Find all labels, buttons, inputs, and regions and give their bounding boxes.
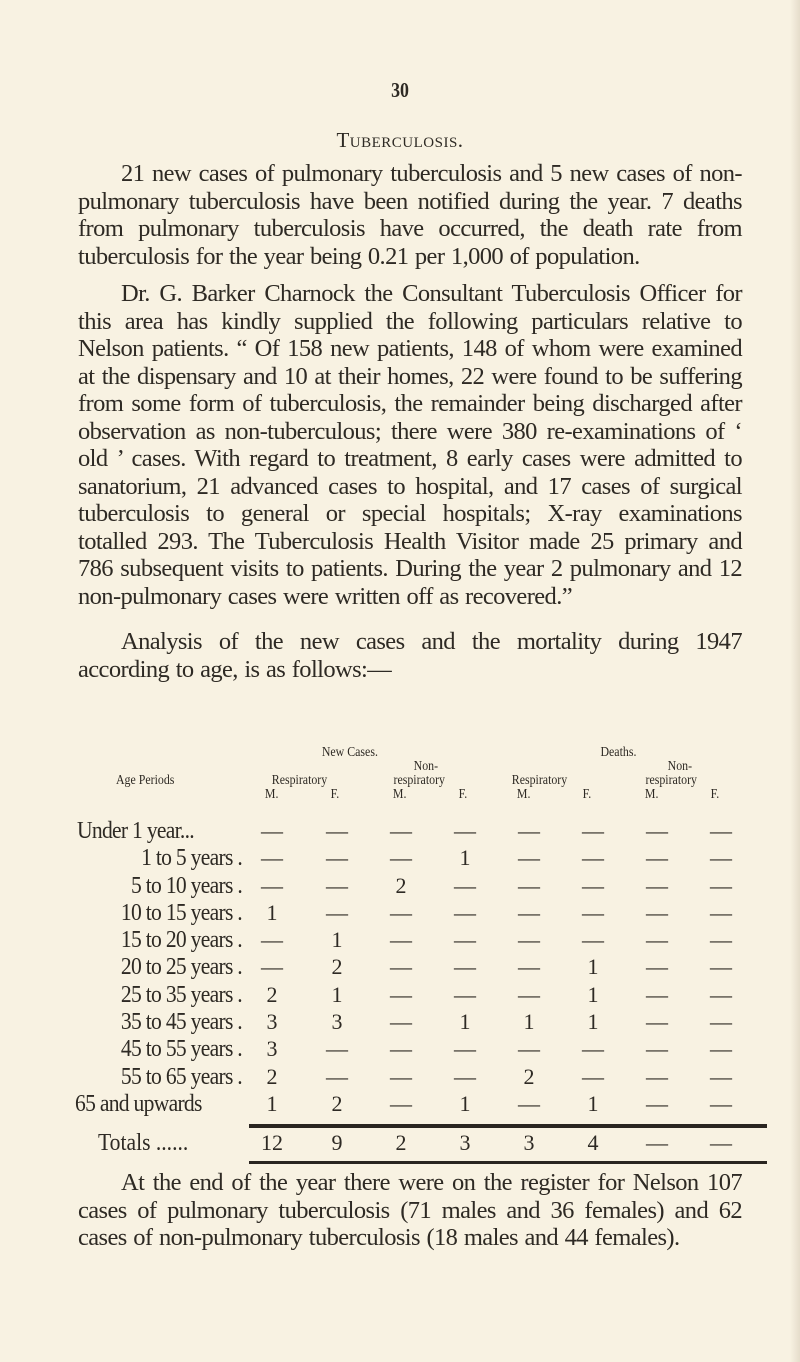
table-cell: — [390,818,412,843]
table-cell: 2 [266,981,278,1007]
total-cell: 2 [395,1130,407,1155]
table-cell: — [710,1009,732,1035]
header-sex: M. [516,786,531,801]
table-cell: — [710,954,732,980]
table-row [0,1064,800,1091]
table-cell: — [710,845,732,871]
table-cell: 1 [266,1090,278,1116]
table-cell: — [518,845,540,871]
table-cell: — [454,954,476,980]
table-cell: — [454,927,476,953]
table-cell: — [326,845,348,871]
table-cell: 2 [331,1090,343,1116]
table-cell: 3 [266,1009,278,1035]
table-cell: 3 [331,1009,343,1035]
header-death-respiratory: Respiratory [511,772,568,787]
table-cell: 2 [331,954,343,980]
header-new-nonresp-2: respiratory [393,772,445,787]
header-deaths: Deaths. [600,744,637,759]
header-new-nonresp-1: Non- [413,758,439,773]
table-cell: — [646,1009,668,1035]
paragraph-consultant-report [78,280,742,610]
table-cell: — [454,1063,476,1089]
header-age-periods: Age Periods [115,772,175,787]
table-cell: — [710,981,732,1007]
total-cell: 9 [331,1130,343,1155]
table-cell: 1 [331,927,343,953]
paragraph-text: Analysis of the new cases and the mortality during 1947 according to age, is as follows:— [78,628,742,683]
table-cell: — [390,845,412,871]
table-cell: 1 [587,981,599,1007]
age-period: 15 to 20 years . [120,927,242,954]
table-cell: — [646,981,668,1007]
table-row [0,845,800,872]
paragraph-text: 21 new cases of pulmonary tuberculosis and 5 new cases of non-pulmonary tuberculosis have been notified during the year. 7 deaths from pulmonary tuberculosis have occurred, the death rate from tuberculosis for the year being 0.21 per 1,000 of population. [78,160,742,270]
table-cell: 2 [395,872,407,898]
table-cell: — [390,954,412,980]
paragraph-text: At the end of the year there were on the register for Nelson 107 cases of pulmonary tuberculosis (71 males and 36 females) and 62 cases of non-pulmonary tuberculosis (18 males and 44 females). [78,1169,742,1251]
table-cell: — [646,1090,668,1116]
table-cell: — [710,1063,732,1089]
header-sex: M. [264,786,279,801]
table-row [0,927,800,954]
paragraph-new-cases [78,160,742,270]
table-cell: — [518,954,540,980]
header-death-nonresp-1: Non- [667,758,693,773]
total-cell: 3 [523,1130,535,1155]
table-cell: 1 [459,845,471,871]
paragraph-register [78,1169,742,1252]
table-cell: — [390,899,412,925]
header-sex: M. [644,786,659,801]
table-cell: — [390,927,412,953]
table-cell: — [390,1036,412,1062]
total-cell: — [710,1130,732,1155]
table-row [0,900,800,927]
header-sex: F. [330,786,340,801]
table-row [0,1036,800,1063]
total-cell: — [646,1130,668,1155]
table-cell: — [582,818,604,843]
table-cell: — [390,981,412,1007]
age-period: 25 to 35 years . [120,981,242,1008]
table-row [0,982,800,1009]
table-cell: — [710,1090,732,1116]
total-cell: 4 [587,1130,599,1155]
table-cell: — [261,818,283,843]
header-death-nonresp-2: respiratory [645,772,697,787]
table-row [0,1091,800,1118]
table-cell: — [582,1063,604,1089]
table-cell: — [326,1063,348,1089]
table-cell: — [646,872,668,898]
table-cell: — [710,899,732,925]
table-divider [249,1124,767,1128]
table-row [0,818,800,845]
table-cell: — [646,899,668,925]
table-cell: 3 [266,1036,278,1062]
table-row [0,1009,800,1036]
age-period: 35 to 45 years . [120,1009,242,1036]
table-cell: 1 [266,899,278,925]
table-cell: — [261,954,283,980]
table-cell: — [710,818,732,843]
table-cell: — [710,872,732,898]
table-cell: — [582,1036,604,1062]
table-cell: 2 [266,1063,278,1089]
header-sex: F. [582,786,592,801]
table-cell: — [646,954,668,980]
table-cell: — [518,1090,540,1116]
age-period: 20 to 25 years . [120,954,242,981]
table-cell: — [390,1090,412,1116]
table-cell: — [261,872,283,898]
table-cell: — [326,818,348,843]
age-period: 55 to 65 years . [120,1063,242,1090]
totals-label: Totals ...... [98,1130,189,1156]
table-cell: — [326,899,348,925]
table-cell: — [454,872,476,898]
table-cell: 1 [459,1009,471,1035]
header-sex: F. [710,786,720,801]
table-cell: — [582,927,604,953]
table-cell: — [518,981,540,1007]
table-cell: 1 [587,1009,599,1035]
table-cell: — [390,1063,412,1089]
header-new-cases: New Cases. [321,744,378,759]
table-cell: — [582,845,604,871]
age-period: Under 1 year... [77,818,194,844]
table-cell: — [646,927,668,953]
age-period: 45 to 55 years . [120,1036,242,1063]
table-cell: 1 [459,1090,471,1116]
table-cell: — [646,1063,668,1089]
table-cell: — [261,927,283,953]
table-cell: — [582,899,604,925]
table-cell: — [454,818,476,843]
section-title: Tuberculosis. [336,128,464,152]
table-cell: 2 [523,1063,535,1089]
table-cell: — [710,1036,732,1062]
table-cell: — [646,818,668,843]
table-bottom-rule [249,1161,767,1164]
table-cell: — [582,872,604,898]
age-period: 1 to 5 years . [141,845,242,872]
table-cell: — [454,981,476,1007]
total-cell: 3 [459,1130,471,1155]
page-edge-shadow [790,0,800,1362]
table-row [0,873,800,900]
header-sex: F. [458,786,468,801]
table-cell: 1 [587,1090,599,1116]
table-cell: — [646,845,668,871]
table-cell: — [326,1036,348,1062]
table-header [0,745,800,815]
table-cell: — [454,1036,476,1062]
table-cell: — [710,927,732,953]
table-cell: — [261,845,283,871]
table-cell: — [390,1009,412,1035]
table-cell: 1 [523,1009,535,1035]
table-cell: — [518,818,540,843]
paragraph-text: Dr. G. Barker Charnock the Consultant Tuberculosis Officer for this area has kindly supplied the following particulars relative to Nelson patients. “ Of 158 new patients, 148 of whom were examined at the dispensary and 10 at their homes, 22 were found to be suffering from some form of tuberculosis, the remainder being discharged after observation as non-tuberculous; there were 380 re-examinations of ‘ old ’ cases. With regard to treatment, 8 early cases were admitted to sanatorium, 21 advanced cases to hospital, and 17 cases of surgical tuberculosis to general or special hospitals; X-ray examinations totalled 293. The Tuberculosis Health Visitor made 25 primary and 786 subsequent visits to patients. During the year 2 pulmonary and 12 non-pulmonary cases were written off as recovered.” [78,280,742,610]
table-cell: — [518,1036,540,1062]
table-cell: 1 [587,954,599,980]
header-new-respiratory: Respiratory [271,772,328,787]
table-body [0,818,800,1118]
table-row [0,954,800,981]
age-period: 5 to 10 years . [131,872,242,899]
table-cell: — [518,872,540,898]
page-number: 30 [391,78,409,102]
age-period: 10 to 15 years . [120,899,242,926]
table-cell: — [646,1036,668,1062]
header-sex: M. [392,786,407,801]
age-period: 65 and upwards [75,1090,202,1117]
total-cell: 12 [261,1130,283,1155]
table-cell: — [454,899,476,925]
paragraph-analysis-intro [78,628,742,683]
table-cell: 1 [331,981,343,1007]
table-cell: — [518,899,540,925]
table-cell: — [518,927,540,953]
table-cell: — [326,872,348,898]
